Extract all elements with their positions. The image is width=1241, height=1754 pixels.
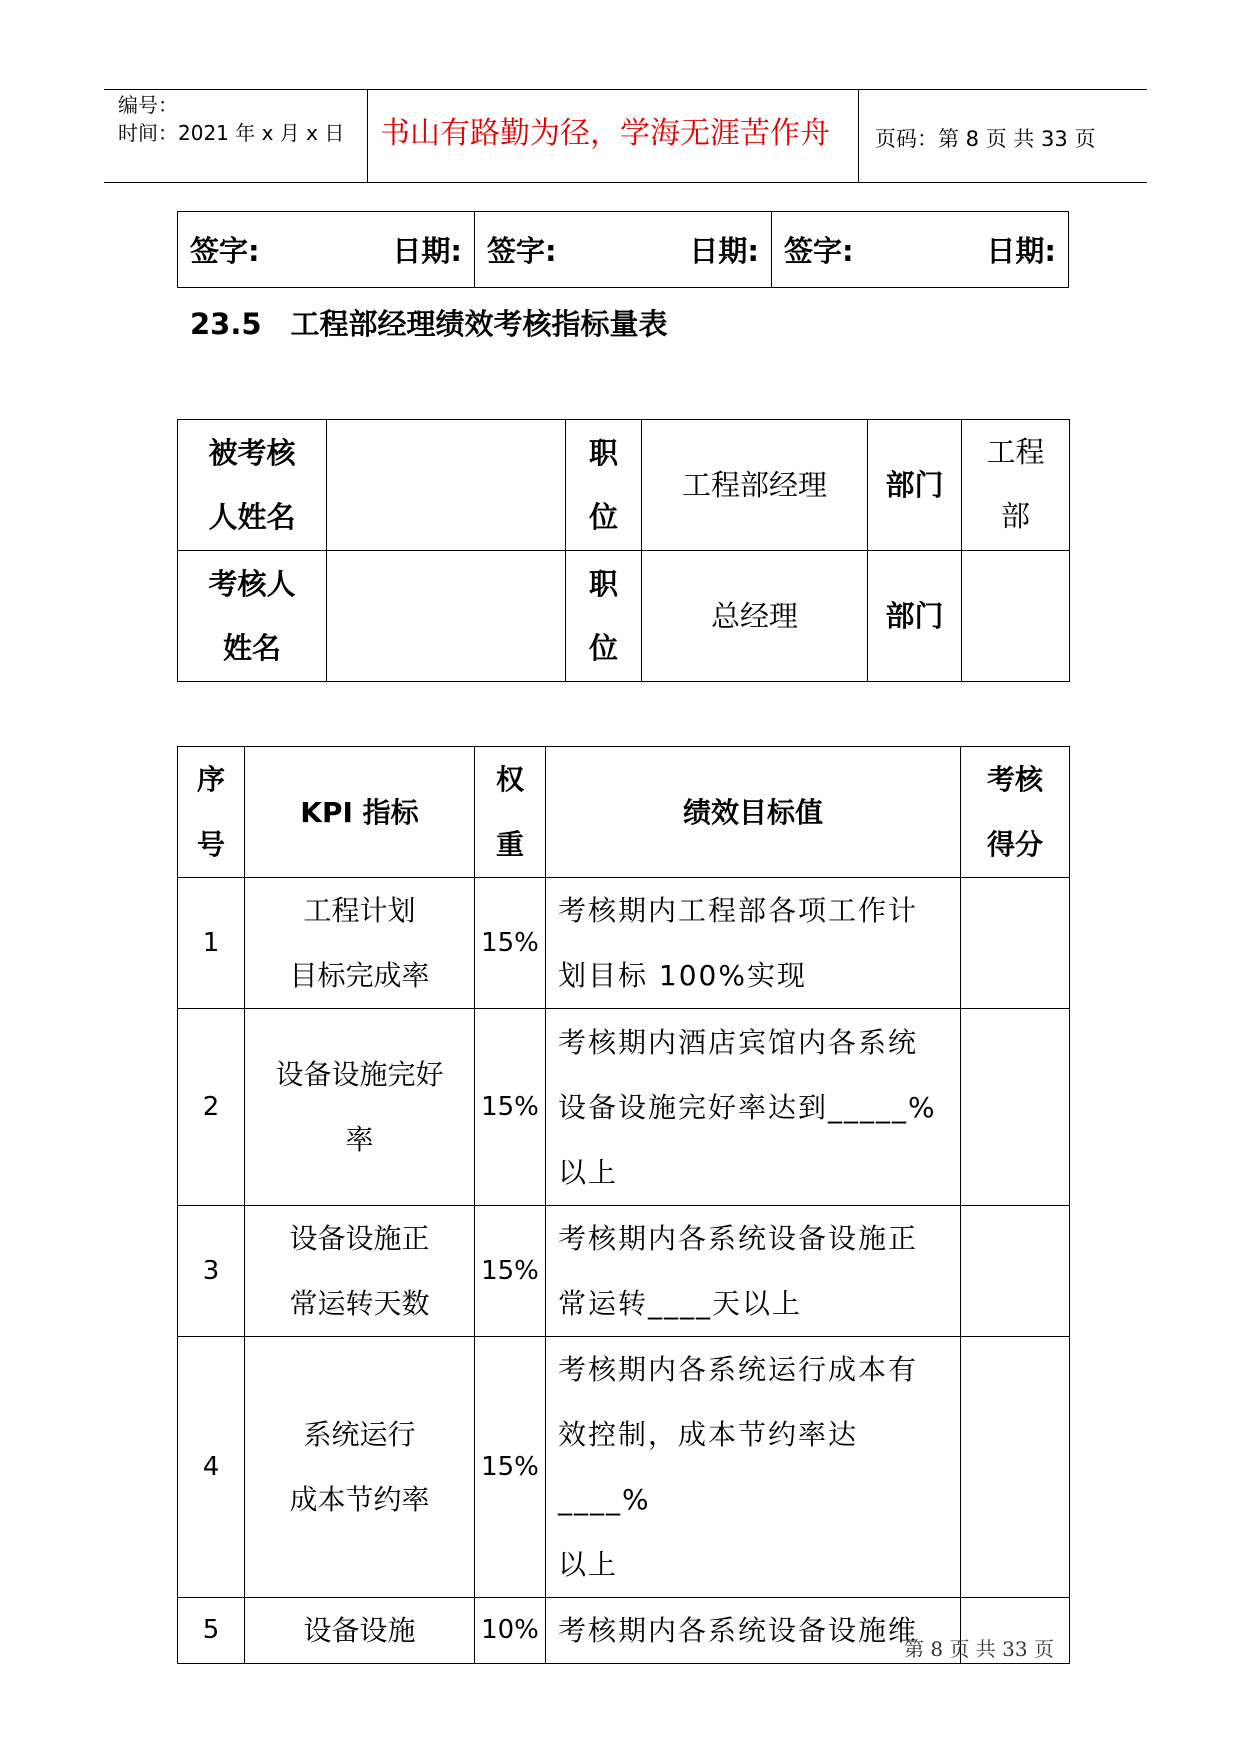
header-motto: 书山有路勤为径，学海无涯苦作舟 [380,116,830,151]
date-label: 日期: [392,234,462,268]
assessee-name-label: 被考核 人姓名 [178,420,327,551]
position-label: 职 位 [566,420,642,551]
score-cell[interactable] [961,1206,1070,1337]
seq-cell: 1 [178,878,245,1009]
header-divider-right [858,89,859,182]
score-cell[interactable] [961,1337,1070,1598]
seq-cell: 4 [178,1337,245,1598]
department-label: 部门 [868,551,962,682]
sign-label: 签字: [784,234,854,268]
weight-cell: 15% [475,1206,546,1337]
seq-cell: 2 [178,1009,245,1206]
department-label: 部门 [868,420,962,551]
header-bottom-rule [104,182,1147,183]
signature-cell [475,212,772,288]
score-cell[interactable] [961,878,1070,1009]
position-value: 工程部经理 [642,420,868,551]
table-row [178,1337,1070,1598]
kpi-cell: 设备设施 [245,1598,475,1664]
header-divider-left [367,89,368,182]
goal-cell: 考核期内酒店宾馆内各系统 设备设施完好率达到_____% 以上 [546,1009,961,1206]
goal-cell: 考核期内各系统设备设施维 [546,1598,961,1664]
kpi-header: KPI 指标 [245,747,475,878]
kpi-table [177,746,1070,1664]
table-row [178,1206,1070,1337]
signature-cell [772,212,1069,288]
score-cell[interactable] [961,1009,1070,1206]
score-header: 考核 得分 [961,747,1070,878]
weight-cell: 10% [475,1598,546,1664]
seq-cell: 3 [178,1206,245,1337]
kpi-cell: 设备设施正 常运转天数 [245,1206,475,1337]
header-page-info: 页码：第 8 页 共 33 页 [875,127,1096,151]
time-label: 时间：2021 年 x 月 x 日 [118,121,345,145]
assessee-name-value[interactable] [327,420,566,551]
position-label: 职 位 [566,551,642,682]
assessee-row [178,420,1070,551]
department-value: 工程 部 [962,420,1070,551]
department-value[interactable] [962,551,1070,682]
assessor-name-value[interactable] [327,551,566,682]
section-title: 23.5 工程部经理绩效考核指标量表 [190,307,668,341]
kpi-cell: 设备设施完好 率 [245,1009,475,1206]
kpi-header-row [178,747,1070,878]
date-label: 日期: [689,234,759,268]
weight-cell: 15% [475,1337,546,1598]
position-value: 总经理 [642,551,868,682]
weight-header: 权 重 [475,747,546,878]
assessor-name-label: 考核人 姓名 [178,551,327,682]
table-row [178,878,1070,1009]
serial-label: 编号： [118,93,178,117]
seq-header: 序 号 [178,747,245,878]
sign-label: 签字: [487,234,557,268]
seq-cell: 5 [178,1598,245,1664]
weight-cell: 15% [475,878,546,1009]
goal-header: 绩效目标值 [546,747,961,878]
assessor-row [178,551,1070,682]
date-label: 日期: [986,234,1056,268]
goal-cell: 考核期内工程部各项工作计 划目标 100%实现 [546,878,961,1009]
header-top-rule [104,89,1147,90]
goal-cell: 考核期内各系统设备设施正 常运转____天以上 [546,1206,961,1337]
sign-label: 签字: [190,234,260,268]
assessee-info-table [177,419,1070,682]
signature-cell [178,212,475,288]
table-row [178,1009,1070,1206]
weight-cell: 15% [475,1009,546,1206]
kpi-cell: 工程计划 目标完成率 [245,878,475,1009]
page-footer: 第 8 页 共 33 页 [904,1637,1054,1661]
goal-cell: 考核期内各系统运行成本有 效控制，成本节约率达____% 以上 [546,1337,961,1598]
signature-table [177,211,1069,288]
kpi-cell: 系统运行 成本节约率 [245,1337,475,1598]
